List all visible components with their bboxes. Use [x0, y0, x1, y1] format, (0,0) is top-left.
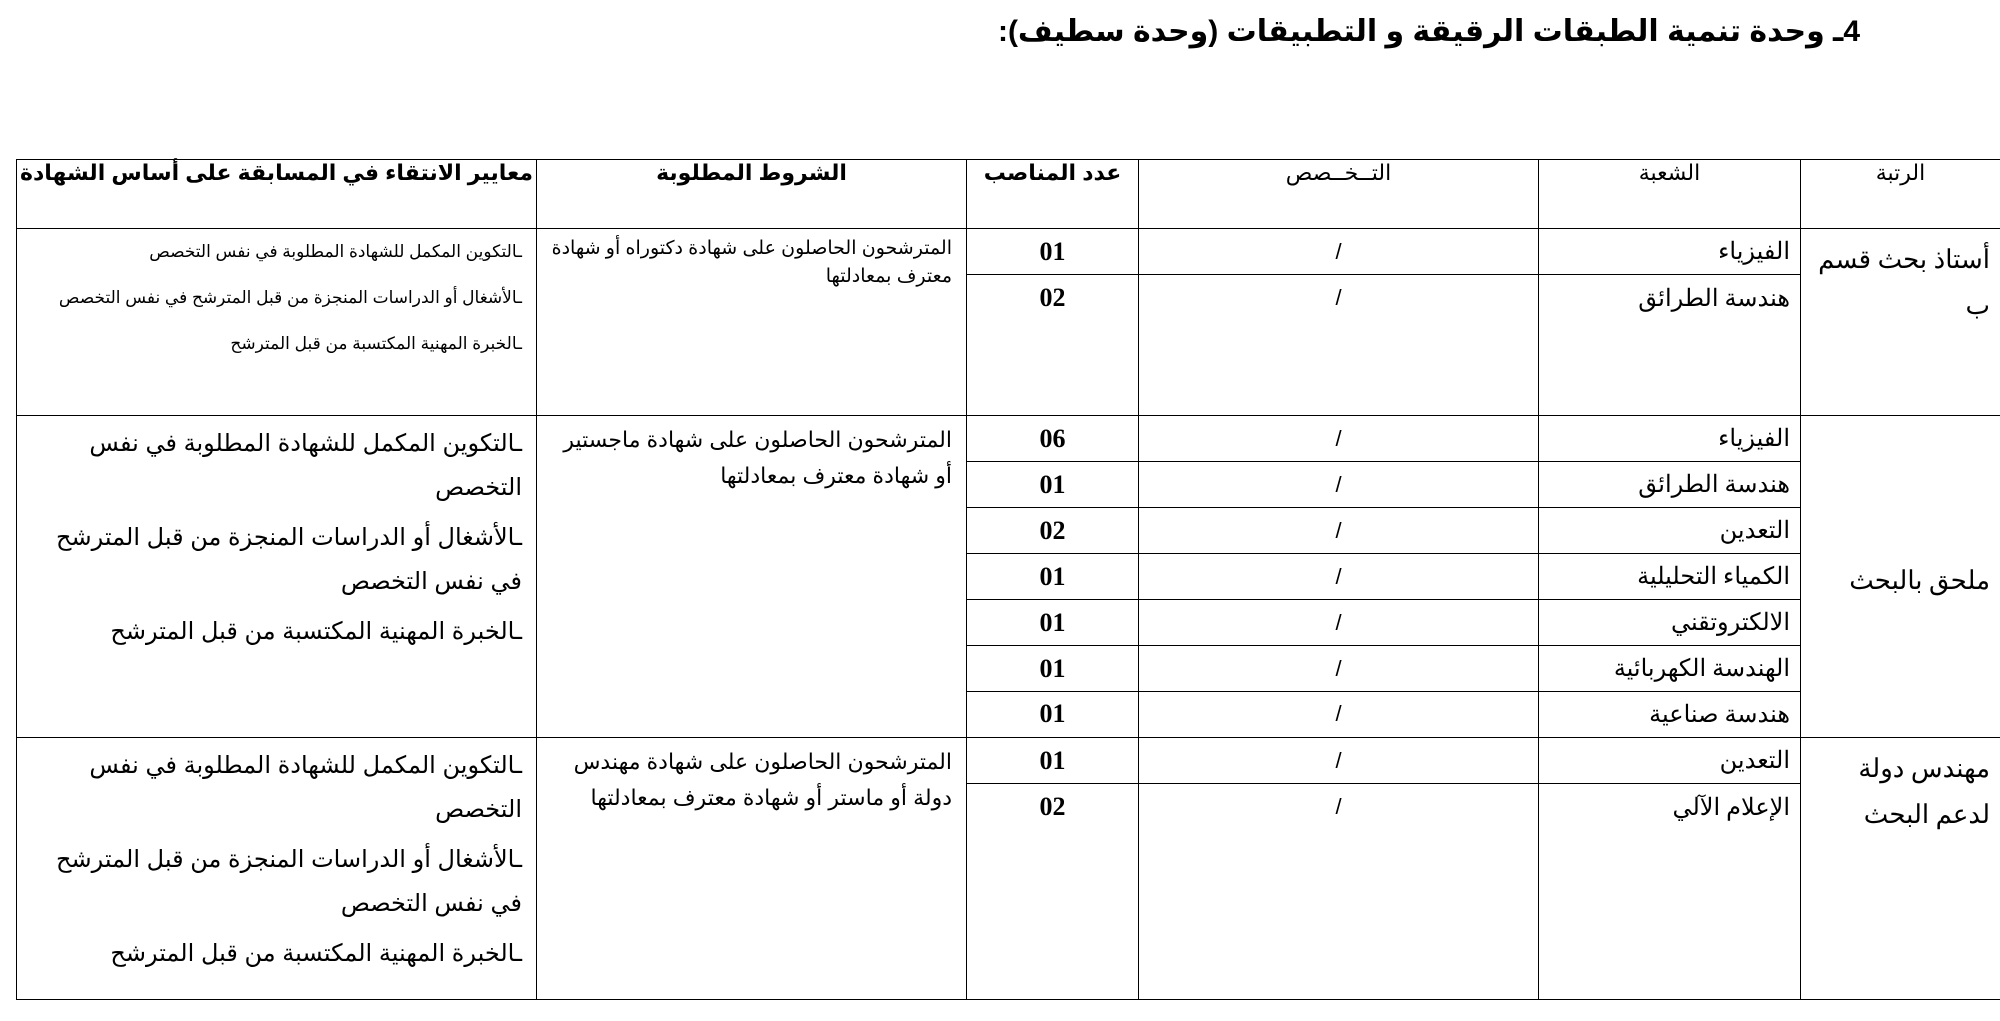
specialty-item: /: [1139, 554, 1538, 600]
header-conditions: الشروط المطلوبة: [537, 160, 967, 229]
criteria-item: ـالأشغال أو الدراسات المنجزة من قبل المترشح في نفس التخصص: [56, 846, 522, 917]
specialty-item: /: [1139, 416, 1538, 462]
branch-cell: [1539, 416, 1801, 738]
branch-item: الكمياء التحليلية: [1539, 554, 1800, 600]
rank-cell: ملحق بالبحث: [1801, 416, 2000, 738]
specialty-item: /: [1139, 738, 1538, 784]
criteria-item: ـالتكوين المكمل للشهادة المطلوبة في نفس التخصص: [89, 430, 522, 501]
posts-item: 02: [1039, 283, 1066, 312]
specialty-item: /: [1139, 600, 1538, 646]
posts-item: 01: [967, 646, 1138, 692]
conditions-cell: المترشحون الحاصلون على شهادة ماجستير أو شهادة معترف بمعادلتها: [537, 416, 967, 738]
specialty-item: /: [1139, 508, 1538, 554]
posts-cell: [967, 416, 1139, 738]
posts-cell: [967, 738, 1139, 1000]
posts-cell: [967, 229, 1139, 416]
branch-item: هندسة الطرائق: [1638, 285, 1790, 312]
specialty-cell: [1139, 229, 1539, 416]
branch-item: هندسة صناعية: [1649, 701, 1790, 728]
specialty-cell: [1139, 738, 1539, 1000]
branch-item: الفيزياء: [1539, 416, 1800, 462]
branch-item: الالكتروتقني: [1539, 600, 1800, 646]
criteria-cell: [17, 738, 537, 1000]
rank-cell: مهندس دولة لدعم البحث: [1801, 738, 2000, 1000]
posts-item: 01: [967, 738, 1138, 784]
posts-item: 01: [967, 554, 1138, 600]
specialty-item: /: [1139, 229, 1538, 275]
group-row: [17, 229, 2000, 416]
specialty-item: /: [1335, 794, 1342, 819]
criteria-cell: [17, 229, 537, 416]
positions-table: [16, 159, 2000, 1000]
specialty-item: /: [1139, 462, 1538, 508]
criteria-item: ـالتكوين المكمل للشهادة المطلوبة في نفس التخصص: [149, 242, 522, 261]
branch-item: التعدين: [1539, 508, 1800, 554]
posts-item: 06: [967, 416, 1138, 462]
header-specialty: التــخــصص: [1139, 160, 1539, 229]
posts-item: 02: [1039, 792, 1066, 821]
specialty-cell: [1139, 416, 1539, 738]
posts-item: 02: [967, 508, 1138, 554]
branch-item: الفيزياء: [1539, 229, 1800, 275]
specialty-item: /: [1139, 646, 1538, 692]
branch-item: هندسة الطرائق: [1539, 462, 1800, 508]
branch-item: الهندسة الكهربائية: [1539, 646, 1800, 692]
branch-item: الإعلام الآلي: [1672, 794, 1790, 821]
branch-cell: [1539, 229, 1801, 416]
branch-item: التعدين: [1539, 738, 1800, 784]
header-criteria: معايير الانتقاء في المسابقة على أساس الشهادة: [17, 160, 537, 229]
branch-cell: [1539, 738, 1801, 1000]
rank-cell: أستاذ بحث قسم ب: [1801, 229, 2000, 416]
criteria-item: ـالأشغال أو الدراسات المنجزة من قبل المترشح في نفس التخصص: [56, 524, 522, 595]
conditions-cell: المترشحون الحاصلون على شهادة مهندس دولة أو ماستر أو شهادة معترف بمعادلتها: [537, 738, 967, 1000]
posts-item: 01: [1039, 699, 1066, 728]
page-title: 4ـ وحدة تنمية الطبقات الرقيقة و التطبيقات (وحدة سطيف):: [997, 15, 1860, 48]
criteria-item: ـالخبرة المهنية المكتسبة من قبل المترشح: [110, 618, 522, 645]
conditions-cell: المترشحون الحاصلون على شهادة دكتوراه أو شهادة معترف بمعادلتها: [537, 229, 967, 416]
criteria-item: ـالتكوين المكمل للشهادة المطلوبة في نفس التخصص: [89, 752, 522, 823]
posts-item: 01: [967, 600, 1138, 646]
criteria-cell: [17, 416, 537, 738]
group-row: [17, 738, 2000, 1000]
header-branch: الشعبة: [1539, 160, 1801, 229]
specialty-item: /: [1335, 701, 1342, 726]
criteria-item: ـالأشغال أو الدراسات المنجزة من قبل المترشح في نفس التخصص: [58, 288, 522, 307]
header-posts: عدد المناصب: [967, 160, 1139, 229]
group-row: [17, 416, 2000, 738]
header-rank: الرتبة: [1801, 160, 2000, 229]
header-row: [17, 160, 2000, 229]
posts-item: 01: [967, 229, 1138, 275]
criteria-item: ـالخبرة المهنية المكتسبة من قبل المترشح: [110, 940, 522, 967]
posts-item: 01: [967, 462, 1138, 508]
specialty-item: /: [1335, 285, 1342, 310]
criteria-item: ـالخبرة المهنية المكتسبة من قبل المترشح: [230, 334, 522, 353]
